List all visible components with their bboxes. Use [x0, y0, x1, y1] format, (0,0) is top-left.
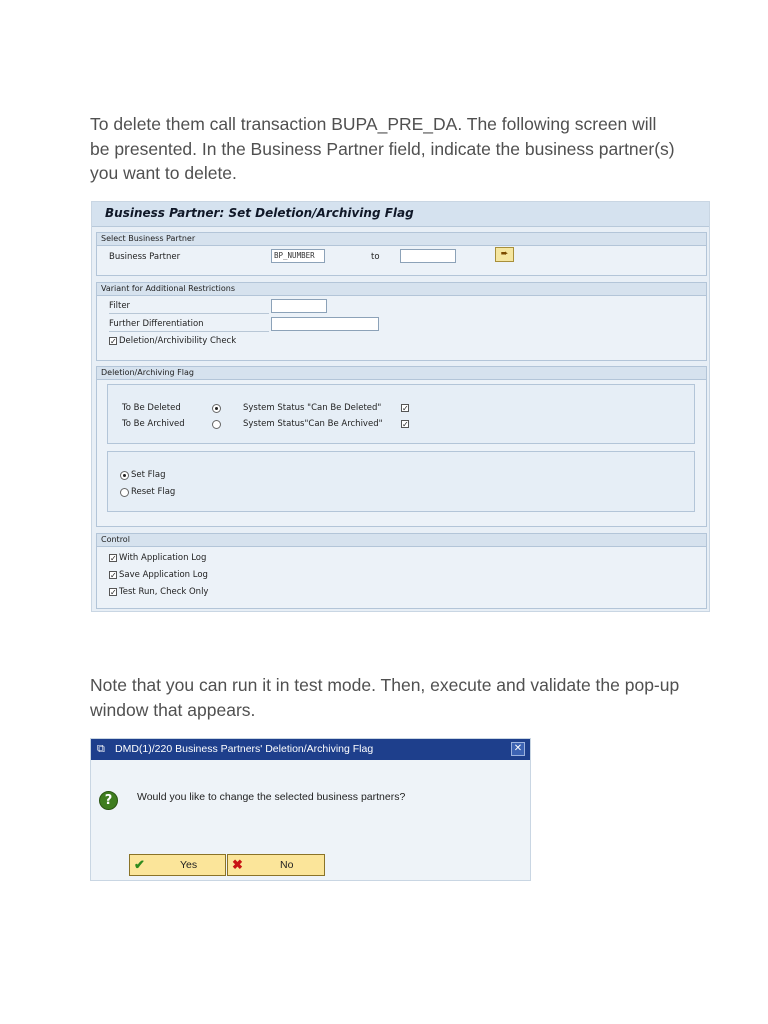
checkmark-icon: ✔	[134, 857, 145, 872]
set-flag-label: Set Flag	[131, 470, 166, 480]
set-flag-radio[interactable]	[120, 471, 129, 480]
reset-flag-label: Reset Flag	[131, 487, 176, 497]
yes-button[interactable]	[129, 854, 226, 876]
business-partner-to-field[interactable]	[400, 249, 456, 263]
status-can-be-archived-label: System Status"Can Be Archived"	[243, 419, 383, 429]
status-can-be-deleted-checkbox[interactable]: ✓	[402, 404, 409, 413]
business-partner-label: Business Partner	[109, 252, 181, 262]
save-application-log-label: Save Application Log	[119, 570, 208, 580]
question-icon: ?	[99, 791, 118, 810]
group-header: Variant for Additional Restrictions	[101, 284, 235, 293]
deletion-archiving-flag-group	[96, 366, 707, 527]
to-be-archived-radio[interactable]	[212, 420, 221, 429]
group-header: Deletion/Archiving Flag	[101, 368, 194, 377]
status-can-be-archived-checkbox[interactable]: ✓	[402, 420, 409, 429]
to-be-deleted-radio[interactable]	[212, 404, 221, 413]
to-label: to	[371, 252, 380, 262]
test-run-label: Test Run, Check Only	[119, 587, 209, 597]
test-run-checkbox[interactable]: ✓	[110, 588, 117, 597]
archivibility-check-checkbox[interactable]: ✓	[110, 337, 117, 346]
no-button-label: No	[280, 859, 294, 871]
business-partner-from-field[interactable]: BP_NUMBER	[271, 249, 325, 263]
further-differentiation-label: Further Differentiation	[109, 319, 204, 329]
filter-field[interactable]	[271, 299, 327, 313]
reset-flag-radio[interactable]	[120, 488, 129, 497]
save-application-log-checkbox[interactable]: ✓	[110, 571, 117, 580]
no-button[interactable]	[227, 854, 325, 876]
select-business-partner-group	[96, 232, 707, 276]
dialog-title: DMD(1)/220 Business Partners' Deletion/Archiving Flag	[115, 743, 374, 755]
variant-restrictions-group	[96, 282, 707, 361]
yes-button-label: Yes	[180, 859, 198, 871]
dialog-title-bar	[91, 739, 530, 760]
cross-icon: ✖	[232, 857, 243, 872]
group-header: Control	[101, 535, 130, 544]
to-be-deleted-label: To Be Deleted	[122, 403, 181, 413]
status-can-be-deleted-label: System Status "Can Be Deleted"	[243, 403, 382, 413]
sap-screen	[91, 201, 710, 612]
group-header: Select Business Partner	[101, 234, 196, 243]
screen-title: Business Partner: Set Deletion/Archiving Flag	[105, 206, 414, 220]
control-group	[96, 533, 707, 609]
flag-type-box	[107, 384, 695, 444]
screen-title-bar	[92, 202, 709, 227]
filter-label: Filter	[109, 301, 131, 311]
further-differentiation-field[interactable]	[271, 317, 379, 331]
archivibility-check-label: Deletion/Archivibility Check	[119, 336, 237, 346]
with-application-log-checkbox[interactable]: ✓	[110, 554, 117, 563]
note-paragraph: Note that you can run it in test mode. Then, execute and validate the pop-up window that appears.	[90, 675, 680, 720]
close-icon[interactable]: ✕	[511, 742, 525, 756]
intro-paragraph: To delete them call transaction BUPA_PRE_DA. The following screen will be presented. In the Business Partner field, indicate the business partner(s) you want to delete.	[90, 114, 675, 183]
window-icon: ⧉	[97, 742, 105, 755]
to-be-archived-label: To Be Archived	[122, 419, 185, 429]
flag-action-box	[107, 451, 695, 512]
with-application-log-label: With Application Log	[119, 553, 207, 563]
dialog-message: Would you like to change the selected business partners?	[137, 791, 406, 803]
multiple-selection-icon: ➨	[500, 249, 509, 259]
multiple-selection-button[interactable]	[495, 247, 514, 262]
confirmation-dialog	[90, 738, 531, 881]
